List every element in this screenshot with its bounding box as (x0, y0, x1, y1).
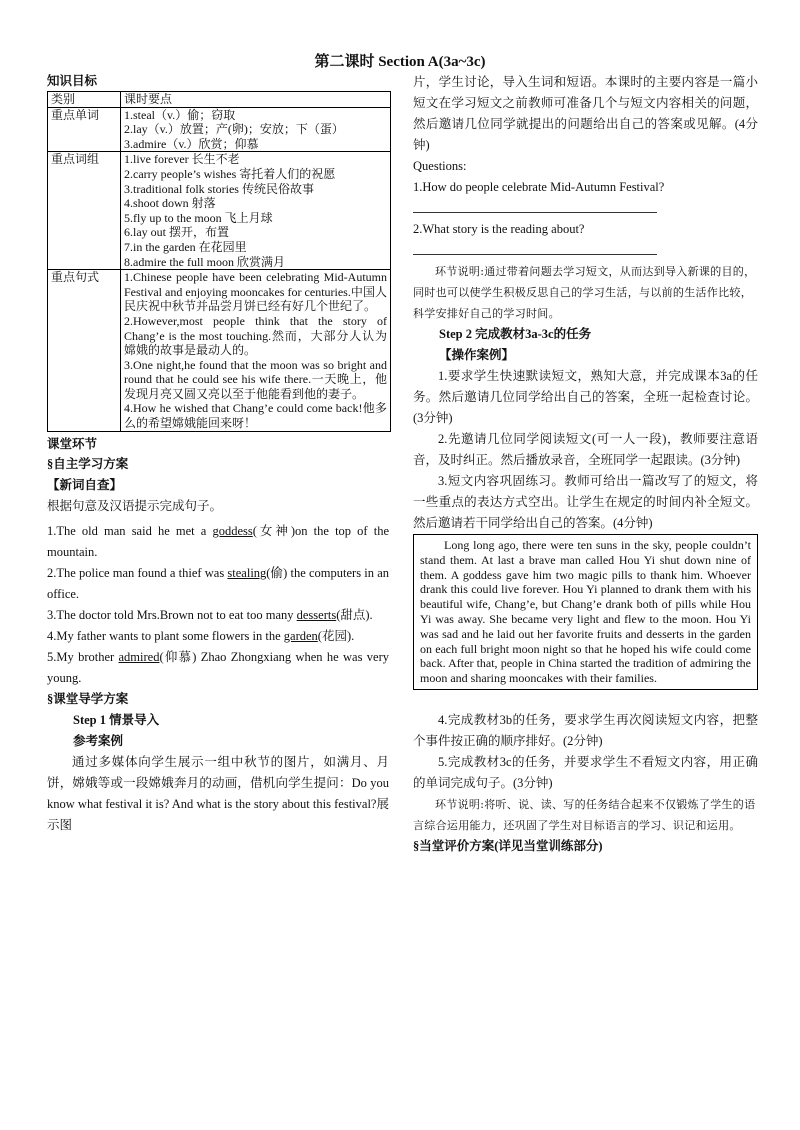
answer-line (413, 240, 657, 255)
story-text: Long long ago, there were ten suns in the sky, people couldn’t stand them. At last a brave man called Hou Yi shut down nine of them. A goddess gave him two magic pills to thank him. Whoever drank this could live forever. Hou Yi planned to drank them with his beautiful wife, Chang’e, but Chang’e drank both of pills while Hou Yi was away. She became very light and flew to the moon. Hou Yi was sad and he laid out her favorite fruits and desserts in the garden on each full bright moon night so that he hoped his wife could come back. After that, people in China started the tradition of admiring the moon and sharing mooncakes with their families. (420, 538, 751, 686)
questions-label: Questions: (413, 159, 467, 173)
left-column (47, 72, 389, 836)
list-item: 1.Chinese people have been celebrating Mid-Autumn Festival and enjoying mooncakes for centuries.中国人民庆祝中秋节并品尝月饼已经有好几个世纪了。 (124, 270, 387, 314)
table-header-row (48, 92, 391, 108)
guide-heading: §课堂导学方案 (47, 691, 129, 706)
category-phrases: 重点词组 (48, 152, 121, 270)
list-item: 5.fly up to the moon 飞上月球 (124, 210, 273, 225)
answer-blank: stealing (227, 565, 267, 580)
answer-blank: garden (283, 628, 318, 643)
new-words-check-heading: 【新词自查】 (47, 477, 123, 492)
header-points: 课时要点 (121, 92, 391, 108)
table-row (48, 152, 391, 270)
step1-text: 通过多媒体向学生展示一组中秋节的图片，如满月、月饼，嫦娥等或一段嫦娥奔月的动画，借机向学生提问：Do you know what festival it is? And what is the story about this festival?展示图 (47, 754, 389, 832)
list-item: 2.However,most people think that the story of Chang’e is the most touching.然而，大部分人认为嫦娥的故事是最动人的。 (124, 313, 387, 358)
sentence-5: 5.My brother admired(仰慕) Zhao Zhongxiang when he was very young. (47, 649, 389, 685)
operation-1: 1.要求学生快速默读短文，熟知大意，并完成课本3a的任务。然后邀请几位同学给出自己的答案，全班一起检查讨论。(3分钟) (413, 369, 758, 425)
section-note-1: 环节说明:通过带着问题去学习短文，从而达到导入新课的目的，同时也可以使学生积极反思自己的学习生活，与以前的生活作比较，科学安排好自己的学习时间。 (413, 265, 756, 320)
sentence-3: 3.The doctor told Mrs.Brown not to eat too many desserts(甜点). (47, 607, 373, 622)
list-item: 1.live forever 长生不老 (124, 152, 240, 167)
answer-line (413, 198, 657, 213)
list-item: 4.How he wished that Chang’e could come back!他多么的希望嫦娥能回来呀！ (124, 401, 387, 431)
words-cell (121, 107, 391, 152)
list-item: 4.shoot down 射落 (124, 196, 216, 211)
operation-4: 4.完成教材3b的任务，要求学生再次阅读短文内容，把整个事件按正确的顺序排好。(2分钟) (413, 712, 758, 748)
intro-continued: 片，学生讨论，导入生词和短语。本课时的主要内容是一篇小短文在学习短文之前教师可准备几个与短文内容相关的问题，然后邀请几位同学就提出的问题给出自己的答案或见解。(4分钟) (413, 75, 758, 152)
table-row (48, 270, 391, 432)
list-item: 3.One night,he found that the moon was so bright and round that he could see his wife there.一天晚上，他发现月亮又圆又亮以至于他能看到他的妻子。 (124, 357, 387, 401)
rewritten-story-box (413, 534, 758, 690)
header-category: 类别 (48, 92, 121, 108)
evaluation-heading: §当堂评价方案(详见当堂训练部分) (413, 838, 603, 853)
section-note-2: 环节说明:将听、说、读、写的任务结合起来不仅锻炼了学生的语言综合运用能力，还巩固了学生对目标语言的学习、识记和运用。 (413, 797, 756, 832)
page-title: 第二课时 Section A(3a~3c) (314, 54, 486, 70)
list-item: 2.carry people’s wishes 寄托着人们的祝愿 (124, 166, 336, 181)
objectives-table (47, 91, 391, 432)
answer-blank: admired (118, 649, 160, 664)
sentences-cell (121, 270, 391, 432)
list-item: 2.lay（v.）放置；产(卵)；安放；下（蛋） (124, 122, 344, 137)
list-item: 1.steal（v.）偷；窃取 (124, 107, 236, 122)
step2-heading: Step 2 完成教材3a-3c的任务 (439, 327, 592, 341)
category-sentences: 重点句式 (48, 270, 121, 432)
list-item: 3.traditional folk stories 传统民俗故事 (124, 181, 314, 196)
list-item: 8.admire the full moon 欣赏满月 (124, 254, 285, 269)
question-1: 1.How do people celebrate Mid-Autumn Festival? (413, 180, 665, 194)
question-2: 2.What story is the reading about? (413, 222, 585, 236)
operation-5: 5.完成教材3c的任务，并要求学生不看短文内容，用正确的单词完成句子。(3分钟) (413, 754, 758, 790)
table-row (48, 107, 391, 152)
fill-in-sentences (47, 521, 389, 689)
step1-heading: Step 1 情景导入 (73, 712, 160, 727)
list-item: 6.lay out 摆开，布置 (124, 225, 229, 240)
operation-3: 3.短文内容巩固练习。教师可给出一篇改写了的短文，将一些重点的表达方式空出。让学生在规定的时间内补全短文。然后邀请若干同学给出自己的答案。(4分钟) (413, 474, 758, 530)
answer-blank: desserts (296, 607, 337, 622)
category-words: 重点单词 (48, 107, 121, 152)
sentence-2: 2.The police man found a thief was stealing(偷) the computers in an office. (47, 565, 389, 601)
operation-2: 2.先邀请几位同学阅读短文(可一人一段)，教师要注意语音，及时纠正。然后播放录音，全班同学一起跟读。(3分钟) (413, 432, 758, 467)
ref-case-heading: 参考案例 (73, 733, 124, 748)
sentence-4: 4.My father wants to plant some flowers in the garden(花园). (47, 628, 355, 643)
op-case-heading: 【操作案例】 (439, 348, 515, 362)
list-item: 7.in the garden 在花园里 (124, 239, 247, 254)
right-column (413, 72, 758, 857)
instruction-text: 根据句意及汉语提示完成句子。 (47, 498, 223, 513)
self-study-heading: §自主学习方案 (47, 456, 129, 471)
classroom-heading: 课堂环节 (47, 436, 98, 451)
objectives-heading: 知识目标 (47, 74, 98, 88)
list-item: 3.admire（v.）欣赏；仰慕 (124, 136, 259, 151)
phrases-cell (121, 152, 391, 270)
sentence-1: 1.The old man said he met a goddess(女神)on the top of the mountain. (47, 523, 389, 559)
answer-blank: goddess (212, 523, 253, 538)
